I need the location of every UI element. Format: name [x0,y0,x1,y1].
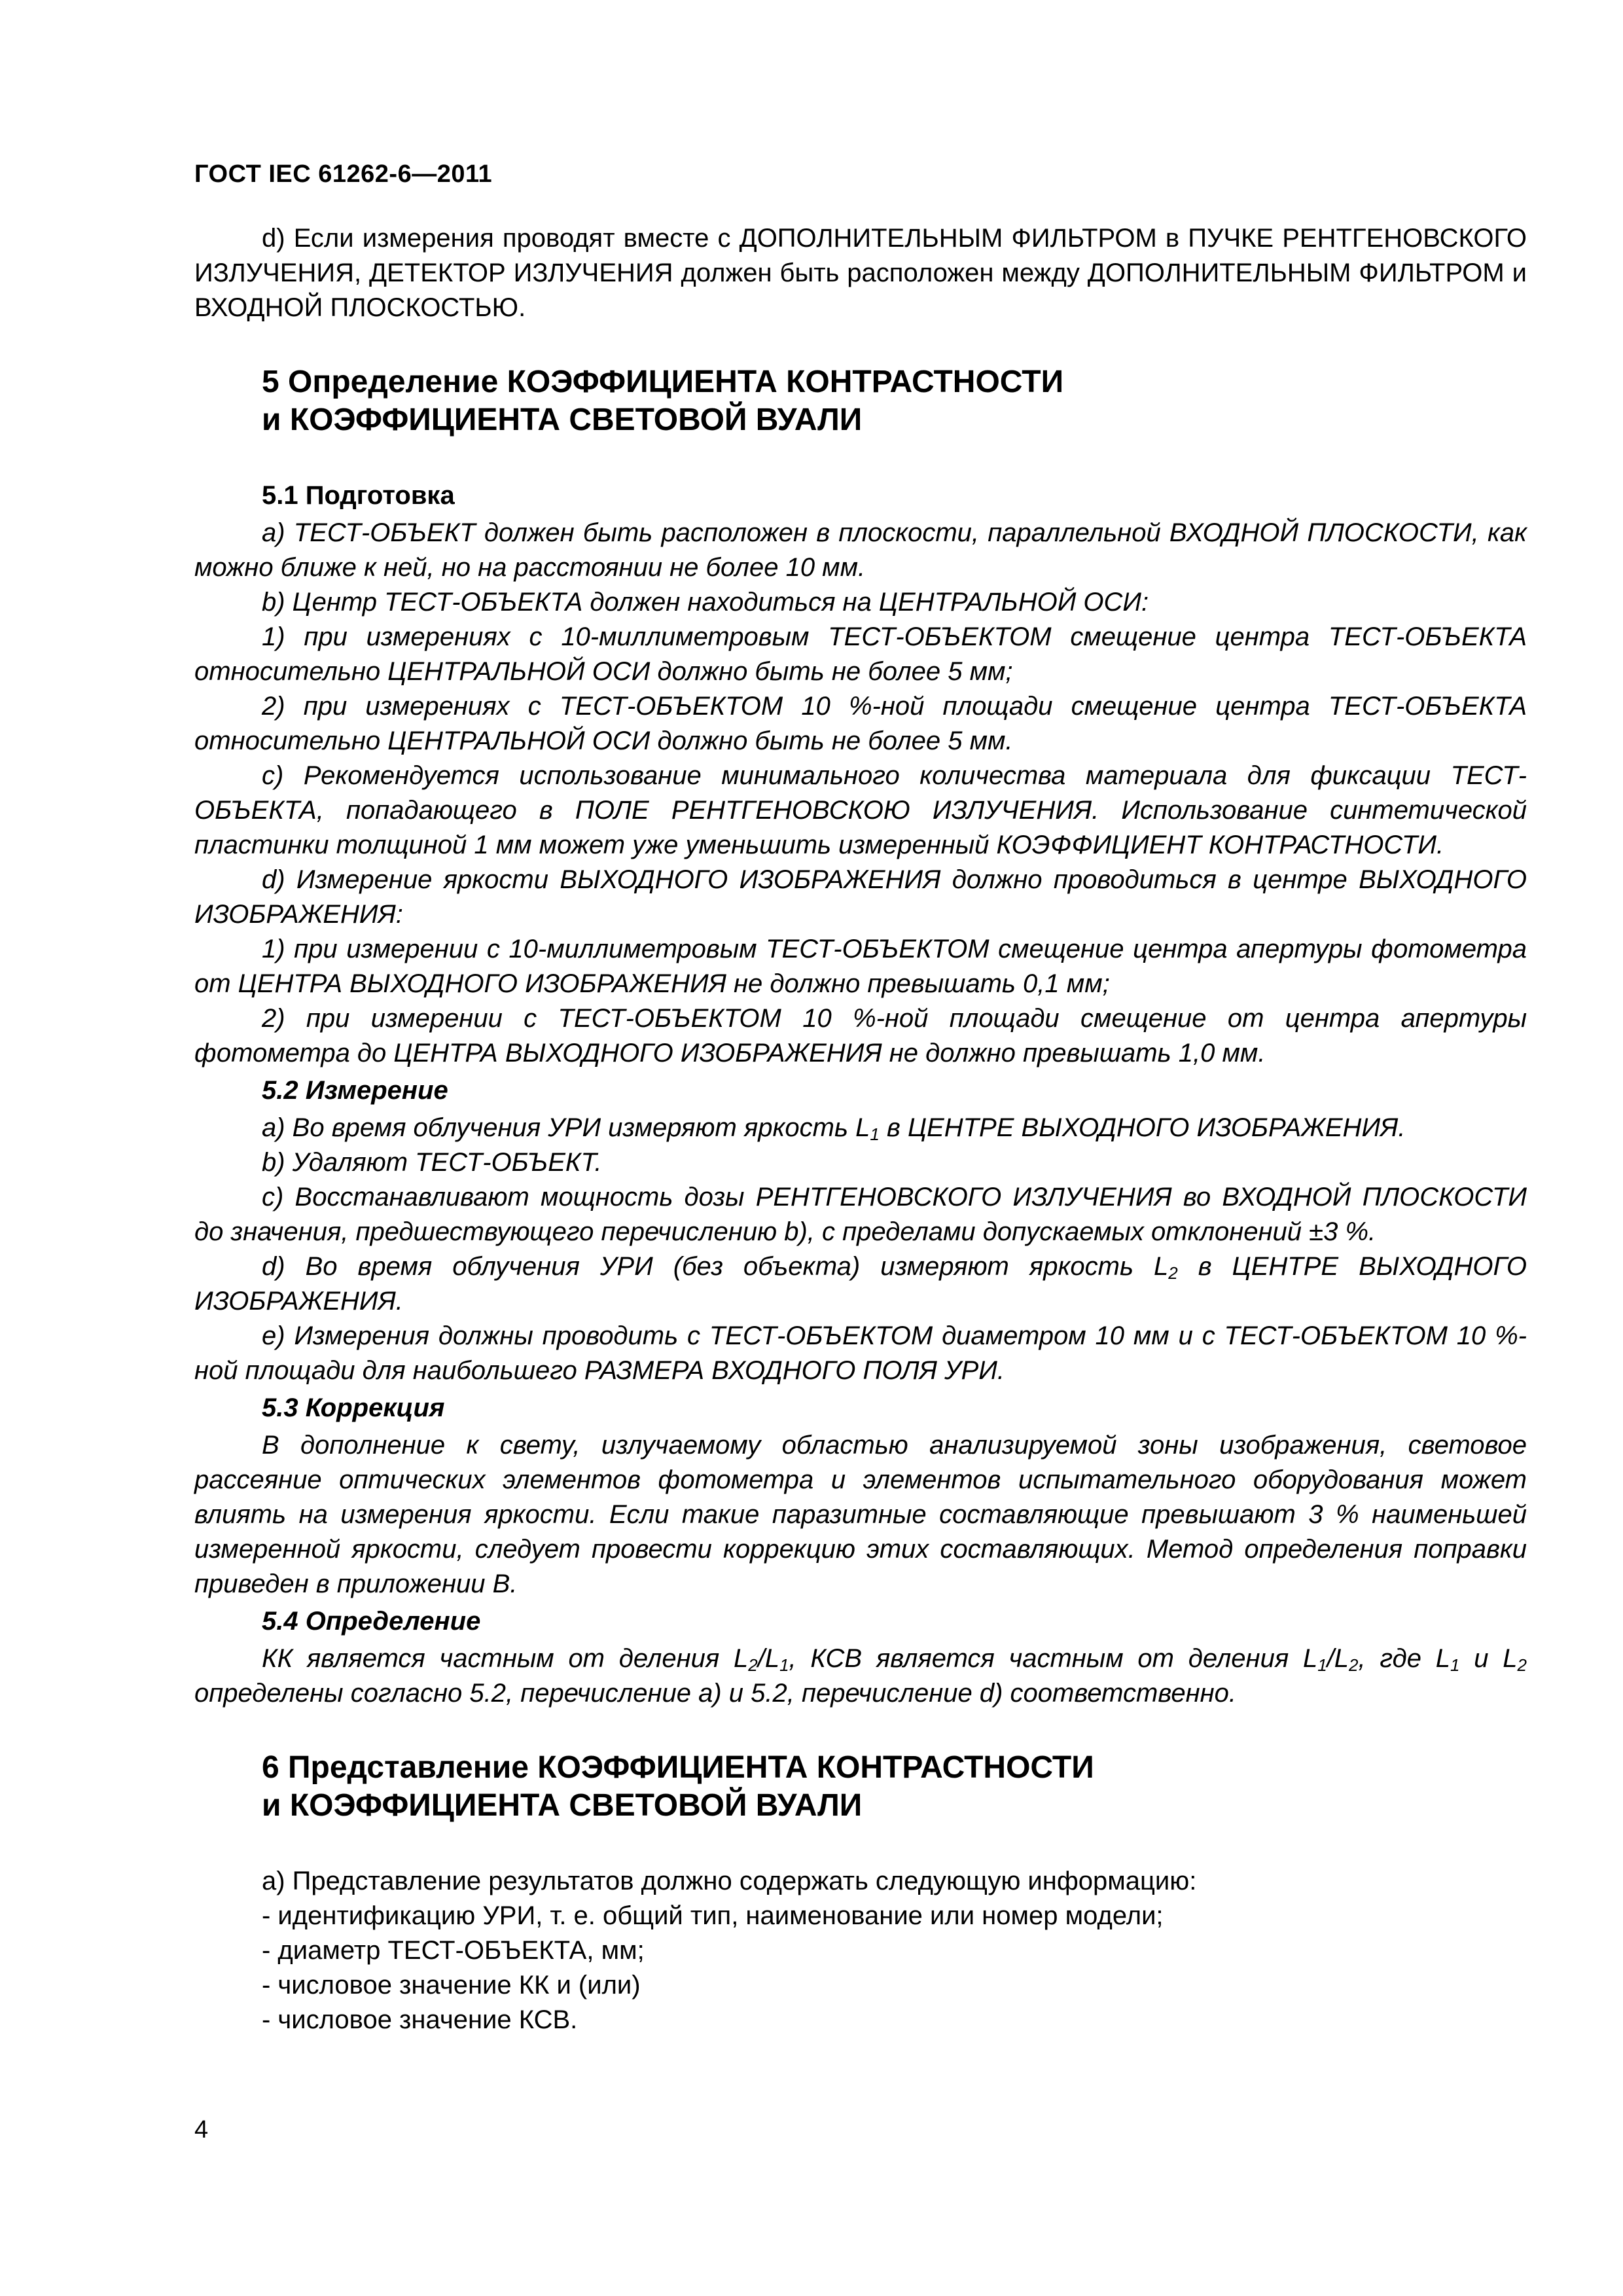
s52-item-a: a) Во время облучения УРИ измеряют яркость $L_1$ в ЦЕНТРЕ ВЫХОДНОГО ИЗОБРАЖЕНИЯ. [262,1113,1406,1144]
s51-item-a: a) ТЕСТ-ОБЪЕКТ должен быть расположен в плоскости, параллельной ВХОДНОЙ ПЛОСКОСТИ, как можно ближе к ней, но на расстоянии не более 10 мм. [194,518,1527,582]
section-5-title-line1: 5 Определение КОЭФФИЦИЕНТА КОНТРАСТНОСТИ [262,365,1064,399]
subsection-5-2-title: 5.2 Измерение [262,1076,448,1105]
intro-item-d: d) Если измерения проводят вместе с ДОПОЛНИТЕЛЬНЫМ ФИЛЬТРОМ в ПУЧКЕ РЕНТГЕНОВСКОГО ИЗЛУЧЕНИЯ, ДЕТЕКТОР ИЗЛУЧЕНИЯ должен быть расположен между ДОПОЛНИТЕЛЬНЫМ ФИЛЬТРОМ и ВХОДНОЙ ПЛОСКОСТЬЮ. [194,224,1527,322]
s6-list-item: - идентификацию УРИ, т. е. общий тип, наименование или номер модели; [262,1901,1164,1930]
s53-text: В дополнение к свету, излучаемому областью анализируемой зоны изображения, световое рассеяние оптических элементов фотометра и элементов испытательного оборудования может влиять на измерения яркости. Если такие паразитные составляющие превышают 3 % наименьшей измеренной яркости, следует провести коррекцию этих составляющих. Метод определения поправки приведен в приложении B. [194,1431,1527,1598]
subsection-5-4-title: 5.4 Определение [262,1607,481,1636]
subsection-5-3-title: 5.3 Коррекция [262,1393,445,1422]
s54-text: КК является частным от деления $L_2/L_1$, КСВ является частным от деления $L_1/L_2$, где $L_1$ и $L_2$ определены согласно 5.2, перечисление a) и 5.2, перечисление d) соответственно. [194,1644,1527,1708]
s52-item-c: c) Восстанавливают мощность дозы РЕНТГЕНОВСКОГО ИЗЛУЧЕНИЯ во ВХОДНОЙ ПЛОСКОСТИ до значения, предшествующего перечислению b), с пределами допускаемых отклонений ±3 %. [194,1183,1527,1246]
page-number: 4 [194,2116,209,2144]
s51-item-b1: 1) при измерениях с 10-миллиметровым ТЕСТ-ОБЪЕКТОМ смещение центра ТЕСТ-ОБЪЕКТА относительно ЦЕНТРАЛЬНОЙ ОСИ должно быть не более 5 мм; [194,622,1527,686]
section-5-title-line2: и КОЭФФИЦИЕНТА СВЕТОВОЙ ВУАЛИ [262,403,863,437]
subsection-5-1-title: 5.1 Подготовка [262,481,455,510]
s51-item-d2: 2) при измерении с ТЕСТ-ОБЪЕКТОМ 10 %-ной площади смещение от центра апертуры фотометра до ЦЕНТРА ВЫХОДНОГО ИЗОБРАЖЕНИЯ не должно превышать 1,0 мм. [194,1004,1527,1067]
section-6-title-line2: и КОЭФФИЦИЕНТА СВЕТОВОЙ ВУАЛИ [262,1788,863,1823]
s52-item-e: e) Измерения должны проводить с ТЕСТ-ОБЪЕКТОМ диаметром 10 мм и с ТЕСТ-ОБЪЕКТОМ 10 %-ной площади для наибольшего РАЗМЕРА ВХОДНОГО ПОЛЯ УРИ. [194,1321,1527,1385]
s51-item-d: d) Измерение яркости ВЫХОДНОГО ИЗОБРАЖЕНИЯ должно проводиться в центре ВЫХОДНОГО ИЗОБРАЖЕНИЯ: [194,865,1527,929]
s6-list-item: - числовое значение КСВ. [262,2005,578,2034]
document-page [194,0,1527,2296]
section-6-title-line1: 6 Представление КОЭФФИЦИЕНТА КОНТРАСТНОСТИ [262,1750,1094,1785]
s6-list-item: - диаметр ТЕСТ-ОБЪЕКТА, мм; [262,1936,645,1965]
s52-item-d: d) Во время облучения УРИ (без объекта) измеряют яркость $L_2$ в ЦЕНТРЕ ВЫХОДНОГО ИЗОБРАЖЕНИЯ. [194,1252,1527,1316]
s6-item-a: a) Представление результатов должно содержать следующую информацию: [262,1867,1197,1895]
running-header: ГОСТ IEC 61262-6—2011 [194,160,493,188]
section-6-heading [194,1749,1527,1825]
s51-item-c: c) Рекомендуется использование минимального количества материала для фиксации ТЕСТ-ОБЪЕКТА, попадающего в ПОЛЕ РЕНТГЕНОВСКОЮ ИЗЛУЧЕНИЯ. Использование синтетической пластинки толщиной 1 мм может уже уменьшить измеренный КОЭФФИЦИЕНТ КОНТРАСТНОСТИ. [194,761,1527,859]
s6-list-item: - числовое значение КК и (или) [262,1971,641,2000]
page-content [194,221,1527,2037]
s52-item-b: b) Удаляют ТЕСТ-ОБЪЕКТ. [262,1148,602,1177]
s51-item-b2: 2) при измерениях с ТЕСТ-ОБЪЕКТОМ 10 %-ной площади смещение центра ТЕСТ-ОБЪЕКТА относительно ЦЕНТРАЛЬНОЙ ОСИ должно быть не более 5 мм. [194,692,1527,755]
s51-item-b: b) Центр ТЕСТ-ОБЪЕКТА должен находиться на ЦЕНТРАЛЬНОЙ ОСИ: [262,588,1149,617]
s51-item-d1: 1) при измерении с 10-миллиметровым ТЕСТ-ОБЪЕКТОМ смещение центра апертуры фотометра от ЦЕНТРА ВЫХОДНОГО ИЗОБРАЖЕНИЯ не должно превышать 0,1 мм; [194,935,1527,998]
section-5-heading [194,363,1527,439]
